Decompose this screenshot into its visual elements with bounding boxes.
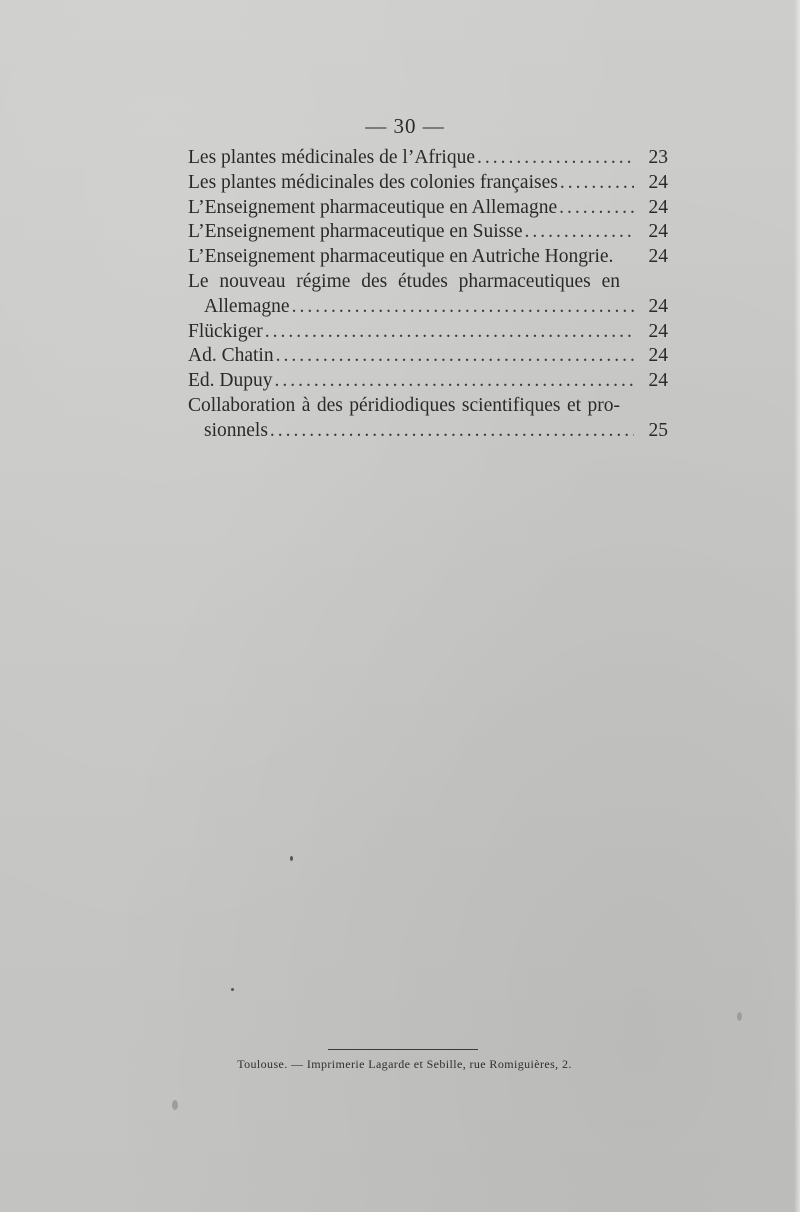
toc-entry-title: Flückiger: [188, 320, 263, 342]
toc-entry-multiline: [188, 270, 668, 320]
toc-entry-title: L’Enseignement pharmaceutique en Allemagne: [188, 196, 558, 218]
toc-entry-title-line1: Le nouveau régime des études pharmaceutiques en: [188, 270, 620, 292]
toc-entry-page: 24: [648, 320, 668, 342]
toc-entry-title: Les plantes médicinales des colonies françaises: [188, 171, 558, 193]
toc-entry-title-line1: Collaboration à des péridiodiques scientifiques et pro-: [188, 394, 620, 416]
table-of-contents: [188, 146, 668, 444]
paper-speck: [737, 1012, 742, 1021]
toc-entry-page: 24: [648, 370, 668, 392]
paper-speck: [290, 856, 293, 861]
toc-entry-title-line2: sionnels: [204, 419, 268, 441]
toc-entry-page: 24: [648, 246, 668, 268]
paper-speck: [231, 988, 234, 991]
toc-entry: [188, 295, 668, 320]
toc-entry-title: Les plantes médicinales de l’Afrique: [188, 147, 475, 168]
toc-entry-title-line2: Allemagne: [204, 295, 290, 317]
toc-entry-page: 24: [648, 171, 668, 193]
toc-entry: [188, 419, 668, 444]
printer-imprint: Toulouse. — Imprimerie Lagarde et Sebille, rue Romiguières, 2.: [237, 1057, 572, 1071]
toc-entry: [188, 245, 668, 270]
toc-entry: [188, 369, 668, 394]
dot-leader: [559, 196, 634, 221]
paper-speck: [172, 1100, 178, 1110]
toc-entry-title: Ad. Chatin: [188, 345, 274, 367]
toc-entry: [188, 196, 668, 221]
toc-entry-page: 24: [648, 295, 668, 317]
dot-leader: [275, 369, 635, 394]
toc-entry-page: 25: [648, 419, 668, 441]
dot-leader: [477, 146, 634, 171]
toc-entry: [188, 220, 668, 245]
dot-leader: [265, 320, 634, 345]
toc-entry-page: 24: [648, 221, 668, 243]
toc-entry-title: L’Enseignement pharmaceutique en Autriche Hongrie.: [188, 246, 614, 268]
toc-entry-page: 23: [648, 147, 668, 168]
dot-leader: [524, 220, 634, 245]
dot-leader: [560, 171, 634, 196]
dot-leader: [276, 344, 634, 369]
toc-entry-page: 24: [648, 196, 668, 218]
toc-entry: [188, 320, 668, 345]
dot-leader: [292, 295, 634, 320]
page-edge: [794, 0, 800, 1212]
divider-rule: [328, 1049, 478, 1050]
toc-entry: [188, 171, 668, 196]
page-number: — 30 —: [365, 114, 445, 138]
toc-entry: [188, 146, 668, 171]
toc-entry-title: L’Enseignement pharmaceutique en Suisse: [188, 221, 523, 243]
dot-leader: [270, 419, 634, 444]
toc-entry: [188, 344, 668, 369]
toc-entry-multiline: [188, 394, 668, 444]
toc-entry-title: Ed. Dupuy: [188, 370, 273, 392]
toc-entry-page: 24: [648, 345, 668, 367]
